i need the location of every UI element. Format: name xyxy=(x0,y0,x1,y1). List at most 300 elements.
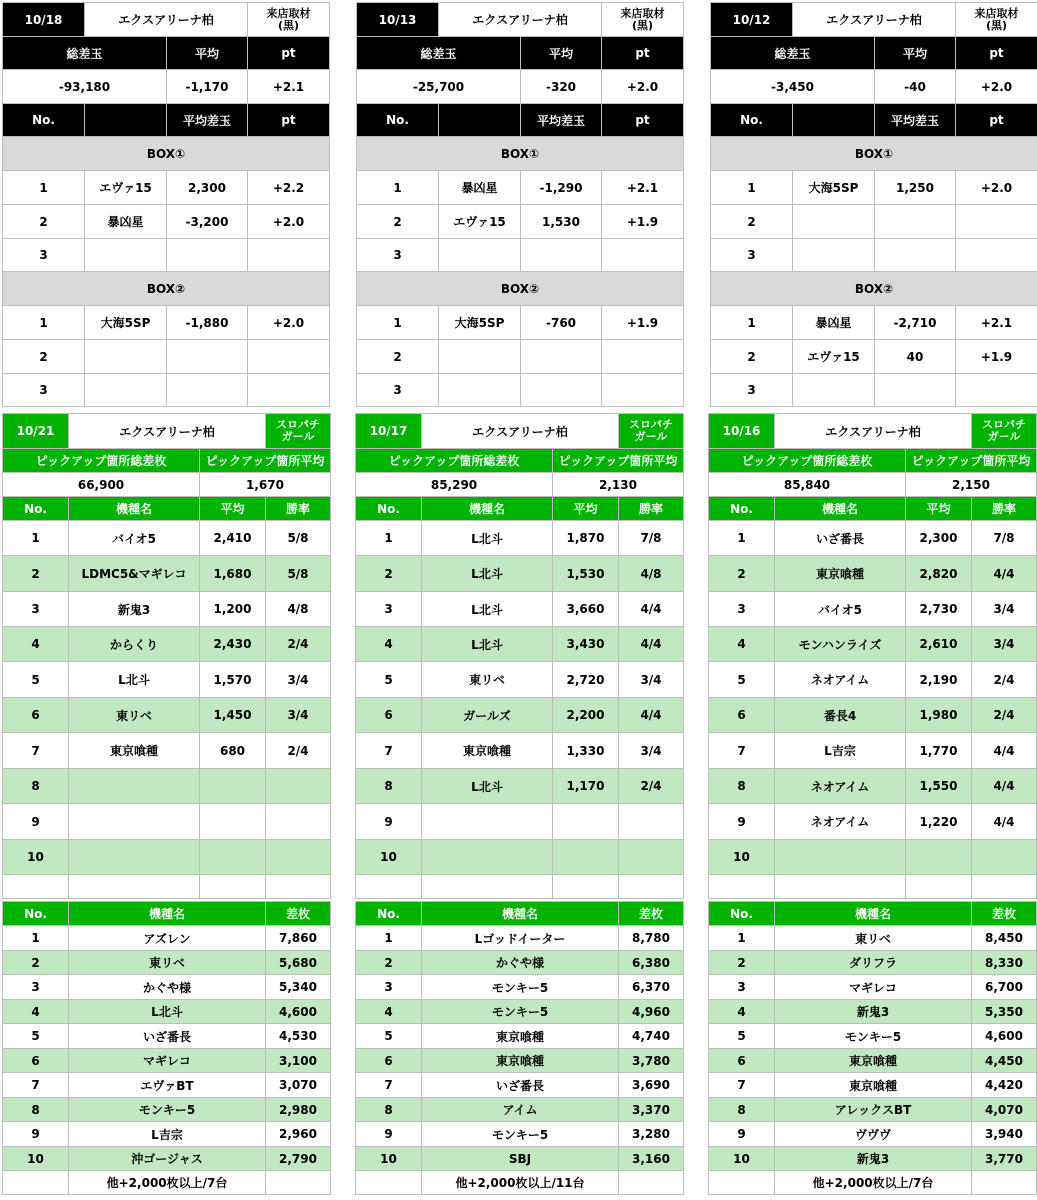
avg-diff-value xyxy=(167,374,248,407)
machine-name: L北斗 xyxy=(422,556,553,592)
panel-title-row xyxy=(3,3,330,37)
ranking-footer-row xyxy=(3,1171,331,1195)
pt-header: pt xyxy=(602,104,684,137)
pt-header: pt xyxy=(248,37,330,70)
summary-header-row xyxy=(711,37,1037,70)
pickup-average-header: ピックアップ箇所平均 xyxy=(906,449,1037,473)
box-header-row xyxy=(711,104,1037,137)
average-value xyxy=(553,804,619,840)
pickup-panel-3 xyxy=(708,413,1037,899)
pickup-total-value: 66,900 xyxy=(3,473,200,497)
table-row xyxy=(3,205,330,239)
top-panel-3 xyxy=(710,2,1037,407)
win-rate-value xyxy=(619,840,684,875)
machine-name: 東リベ xyxy=(422,662,553,698)
table-row xyxy=(356,926,684,951)
empty-cell xyxy=(3,875,69,899)
machine-name: L北斗 xyxy=(422,769,553,804)
diff-header: 差枚 xyxy=(266,902,331,926)
pt-header: pt xyxy=(956,37,1037,70)
pickup-header-row xyxy=(3,449,331,473)
ranking-footer-note: 他+2,000枚以上/11台 xyxy=(422,1171,619,1195)
table-row xyxy=(711,205,1037,239)
table-row xyxy=(709,733,1037,769)
row-number: 3 xyxy=(3,592,69,627)
machine-name: アレックスBT xyxy=(775,1098,972,1122)
win-rate-header: 勝率 xyxy=(266,497,331,521)
empty-cell xyxy=(709,875,775,899)
table-row xyxy=(3,171,330,205)
machine-name xyxy=(775,840,906,875)
row-number: 7 xyxy=(3,1073,69,1098)
diff-value: 3,370 xyxy=(619,1098,684,1122)
pickup-header-row xyxy=(356,449,684,473)
machine-name: L北斗 xyxy=(69,662,200,698)
machine-name: 暴凶星 xyxy=(439,171,521,205)
average-value: 1,870 xyxy=(553,521,619,556)
diff-value: 5,340 xyxy=(266,975,331,1000)
empty-cell xyxy=(709,1171,775,1195)
venue-name: エクスアリーナ柏 xyxy=(775,414,972,449)
pt-value: +2.1 xyxy=(602,171,684,205)
table-row xyxy=(709,1122,1037,1147)
summary-header-row xyxy=(3,37,330,70)
box-label-row xyxy=(711,137,1037,171)
row-number: 4 xyxy=(709,627,775,662)
pt-header: pt xyxy=(248,104,330,137)
diff-value: 6,700 xyxy=(972,975,1037,1000)
table-row xyxy=(356,556,684,592)
row-number: 3 xyxy=(709,592,775,627)
average-value xyxy=(200,840,266,875)
avg-diff-value: 1,530 xyxy=(521,205,602,239)
row-number: 9 xyxy=(709,804,775,840)
average-value: 1,220 xyxy=(906,804,972,840)
machine-name: L吉宗 xyxy=(69,1122,266,1147)
win-rate-value xyxy=(266,840,331,875)
table-row xyxy=(709,951,1037,975)
box-label-row xyxy=(357,137,684,171)
summary-value-row xyxy=(3,70,330,104)
table-row xyxy=(3,592,331,627)
top-panel-2 xyxy=(356,2,684,407)
box-label: BOX② xyxy=(711,272,1037,306)
spacer-row xyxy=(709,875,1037,899)
average-value: 1,770 xyxy=(906,733,972,769)
row-number: 1 xyxy=(357,306,439,340)
row-number: 8 xyxy=(356,769,422,804)
table-row xyxy=(709,769,1037,804)
table-row xyxy=(3,1049,331,1073)
table-row xyxy=(709,1098,1037,1122)
ranking-footer-row xyxy=(356,1171,684,1195)
win-rate-value xyxy=(972,840,1037,875)
average-value: 2,300 xyxy=(906,521,972,556)
empty-cell xyxy=(356,1171,422,1195)
no-header: No. xyxy=(357,104,439,137)
table-row xyxy=(711,374,1037,407)
table-row xyxy=(711,171,1037,205)
coverage-label: 来店取材 (黒) xyxy=(602,3,684,37)
no-header: No. xyxy=(709,497,775,521)
empty-cell xyxy=(619,875,684,899)
table-row xyxy=(356,662,684,698)
empty-cell xyxy=(3,1171,69,1195)
machine-name: L北斗 xyxy=(422,627,553,662)
machine-name: L北斗 xyxy=(422,521,553,556)
ranking-panel-2 xyxy=(355,901,684,1195)
table-row xyxy=(3,1024,331,1049)
machine-name: 東京喰種 xyxy=(422,733,553,769)
table-row xyxy=(356,1098,684,1122)
diff-value: 4,740 xyxy=(619,1024,684,1049)
diff-value: 3,100 xyxy=(266,1049,331,1073)
win-rate-value: 5/8 xyxy=(266,521,331,556)
date-label: 10/17 xyxy=(356,414,422,449)
table-row xyxy=(357,171,684,205)
win-rate-value: 3/4 xyxy=(266,662,331,698)
table-row xyxy=(709,1024,1037,1049)
average-header: 平均 xyxy=(200,497,266,521)
pickup-average-value: 1,670 xyxy=(200,473,331,497)
machine-name: アイム xyxy=(422,1098,619,1122)
machine-name: 沖ゴージャス xyxy=(69,1147,266,1171)
diff-value: 6,370 xyxy=(619,975,684,1000)
table-row xyxy=(709,521,1037,556)
pt-value xyxy=(248,239,330,272)
average-value: 1,200 xyxy=(200,592,266,627)
row-number: 3 xyxy=(356,975,422,1000)
machine-name-header: 機種名 xyxy=(775,902,972,926)
name-header xyxy=(439,104,521,137)
table-row xyxy=(709,662,1037,698)
machine-name-header: 機種名 xyxy=(422,902,619,926)
row-number: 5 xyxy=(709,1024,775,1049)
machine-name: 東京喰種 xyxy=(775,1073,972,1098)
row-number: 4 xyxy=(356,627,422,662)
machine-name-header: 機種名 xyxy=(775,497,906,521)
ranking-footer-row xyxy=(709,1171,1037,1195)
average-header: 平均 xyxy=(521,37,602,70)
avg-diff-header: 平均差玉 xyxy=(521,104,602,137)
row-number: 6 xyxy=(356,698,422,733)
row-number: 7 xyxy=(356,733,422,769)
machine-name xyxy=(422,840,553,875)
venue-name: エクスアリーナ柏 xyxy=(85,3,248,37)
table-row xyxy=(711,306,1037,340)
pickup-average-value: 2,130 xyxy=(553,473,684,497)
row-number: 10 xyxy=(709,840,775,875)
win-rate-value: 2/4 xyxy=(266,733,331,769)
row-number: 2 xyxy=(709,951,775,975)
row-number: 4 xyxy=(3,1000,69,1024)
row-number: 1 xyxy=(356,521,422,556)
pickup-panel-1 xyxy=(2,413,331,899)
machine-name: モンキー5 xyxy=(422,1000,619,1024)
venue-name: エクスアリーナ柏 xyxy=(439,3,602,37)
table-row xyxy=(3,521,331,556)
win-rate-value: 3/4 xyxy=(619,662,684,698)
summary-header-row xyxy=(357,37,684,70)
row-number: 2 xyxy=(711,340,793,374)
table-row xyxy=(709,975,1037,1000)
machine-name xyxy=(793,205,875,239)
row-number: 1 xyxy=(356,926,422,951)
pt-header: pt xyxy=(956,104,1037,137)
machine-name: 東リベ xyxy=(69,698,200,733)
machine-name: 東リベ xyxy=(775,926,972,951)
row-number: 3 xyxy=(3,374,85,407)
row-number: 10 xyxy=(356,1147,422,1171)
row-number: 9 xyxy=(709,1122,775,1147)
machine-name: ネオアイム xyxy=(775,769,906,804)
table-row xyxy=(3,374,330,407)
average-value: 1,330 xyxy=(553,733,619,769)
table-row xyxy=(711,239,1037,272)
row-number: 9 xyxy=(3,1122,69,1147)
empty-cell xyxy=(906,875,972,899)
row-number: 10 xyxy=(356,840,422,875)
table-row xyxy=(356,951,684,975)
machine-name: モンキー5 xyxy=(422,1122,619,1147)
machine-name: 新鬼3 xyxy=(775,1147,972,1171)
empty-cell xyxy=(69,875,200,899)
table-row xyxy=(356,698,684,733)
avg-diff-header: 平均差玉 xyxy=(875,104,956,137)
empty-cell xyxy=(422,875,553,899)
row-number: 8 xyxy=(3,769,69,804)
machine-name xyxy=(85,239,167,272)
row-number: 4 xyxy=(356,1000,422,1024)
diff-value: 5,350 xyxy=(972,1000,1037,1024)
row-number: 7 xyxy=(709,1073,775,1098)
machine-name: ダリフラ xyxy=(775,951,972,975)
row-number: 6 xyxy=(709,698,775,733)
row-number: 6 xyxy=(3,698,69,733)
machine-name-header: 機種名 xyxy=(69,497,200,521)
ranking-header-row xyxy=(3,902,331,926)
average-header: 平均 xyxy=(553,497,619,521)
total-diff-header: 総差玉 xyxy=(3,37,167,70)
machine-name: L北斗 xyxy=(69,1000,266,1024)
pt-value xyxy=(248,374,330,407)
pt-value: +2.0 xyxy=(956,70,1037,104)
top-panel-1 xyxy=(2,2,330,407)
table-row xyxy=(3,306,330,340)
table-row xyxy=(709,1000,1037,1024)
win-rate-value: 3/4 xyxy=(619,733,684,769)
avg-diff-value xyxy=(875,205,956,239)
win-rate-value: 3/4 xyxy=(972,627,1037,662)
diff-value: 2,960 xyxy=(266,1122,331,1147)
machine-name: L吉宗 xyxy=(775,733,906,769)
total-diff-header: 総差玉 xyxy=(711,37,875,70)
table-row xyxy=(3,1073,331,1098)
machine-name xyxy=(422,804,553,840)
date-label: 10/18 xyxy=(3,3,85,37)
avg-diff-value: -760 xyxy=(521,306,602,340)
average-header: 平均 xyxy=(167,37,248,70)
date-label: 10/21 xyxy=(3,414,69,449)
average-value: 2,610 xyxy=(906,627,972,662)
pt-value xyxy=(956,239,1037,272)
pickup-value-row xyxy=(3,473,331,497)
table-row xyxy=(3,556,331,592)
row-number: 9 xyxy=(356,804,422,840)
row-number: 3 xyxy=(3,975,69,1000)
machine-name: マギレコ xyxy=(69,1049,266,1073)
table-row xyxy=(3,698,331,733)
win-rate-header: 勝率 xyxy=(619,497,684,521)
diff-value: 3,280 xyxy=(619,1122,684,1147)
diff-value: 8,450 xyxy=(972,926,1037,951)
machine-name: エヴァ15 xyxy=(439,205,521,239)
table-row xyxy=(709,556,1037,592)
win-rate-value: 7/8 xyxy=(619,521,684,556)
machine-name xyxy=(69,804,200,840)
box-label: BOX① xyxy=(357,137,684,171)
row-number: 2 xyxy=(709,556,775,592)
coverage-label: スロパチ ガール xyxy=(619,414,684,449)
machine-name: 東京喰種 xyxy=(69,733,200,769)
coverage-label: スロパチ ガール xyxy=(972,414,1037,449)
table-row xyxy=(3,926,331,951)
venue-name: エクスアリーナ柏 xyxy=(69,414,266,449)
total-diff-value: -93,180 xyxy=(3,70,167,104)
row-number: 4 xyxy=(3,627,69,662)
pickup-header-row xyxy=(709,449,1037,473)
diff-value: 3,160 xyxy=(619,1147,684,1171)
machine-name: 東京喰種 xyxy=(422,1049,619,1073)
table-row xyxy=(3,804,331,840)
machine-name: 大海5SP xyxy=(85,306,167,340)
box-label: BOX② xyxy=(3,272,330,306)
diff-value: 8,780 xyxy=(619,926,684,951)
machine-name: 番長4 xyxy=(775,698,906,733)
no-header: No. xyxy=(3,497,69,521)
table-row xyxy=(356,627,684,662)
diff-value: 3,940 xyxy=(972,1122,1037,1147)
row-number: 8 xyxy=(3,1098,69,1122)
box-header-row xyxy=(357,104,684,137)
diff-value: 4,530 xyxy=(266,1024,331,1049)
avg-diff-value xyxy=(521,340,602,374)
diff-value: 5,680 xyxy=(266,951,331,975)
average-value: -1,170 xyxy=(167,70,248,104)
row-number: 1 xyxy=(3,521,69,556)
row-number: 5 xyxy=(356,662,422,698)
machine-name: ガールズ xyxy=(422,698,553,733)
venue-name: エクスアリーナ柏 xyxy=(793,3,956,37)
row-number: 1 xyxy=(711,171,793,205)
diff-value: 2,980 xyxy=(266,1098,331,1122)
table-row xyxy=(357,374,684,407)
win-rate-value: 4/4 xyxy=(972,556,1037,592)
win-rate-value xyxy=(266,769,331,804)
win-rate-value: 2/4 xyxy=(266,627,331,662)
pt-value xyxy=(956,374,1037,407)
machine-name: 東京喰種 xyxy=(422,1024,619,1049)
panel-title-row xyxy=(357,3,684,37)
pickup-average-value: 2,150 xyxy=(906,473,1037,497)
pickup-total-value: 85,290 xyxy=(356,473,553,497)
pt-value xyxy=(248,340,330,374)
pickup-total-header: ピックアップ箇所総差枚 xyxy=(709,449,906,473)
row-number: 6 xyxy=(709,1049,775,1073)
machine-name-header: 機種名 xyxy=(69,902,266,926)
avg-diff-value xyxy=(167,340,248,374)
row-number: 9 xyxy=(3,804,69,840)
machine-name: ヴヴヴ xyxy=(775,1122,972,1147)
pickup-total-header: ピックアップ箇所総差枚 xyxy=(356,449,553,473)
table-row xyxy=(3,951,331,975)
machine-name xyxy=(439,374,521,407)
row-number: 6 xyxy=(356,1049,422,1073)
win-rate-value: 4/4 xyxy=(619,627,684,662)
average-value: 2,720 xyxy=(553,662,619,698)
pt-value: +2.0 xyxy=(248,205,330,239)
table-row xyxy=(709,804,1037,840)
empty-cell xyxy=(775,875,906,899)
table-row xyxy=(356,840,684,875)
row-number: 3 xyxy=(357,239,439,272)
win-rate-value: 4/4 xyxy=(972,733,1037,769)
spacer-row xyxy=(356,875,684,899)
avg-diff-value: -3,200 xyxy=(167,205,248,239)
empty-cell xyxy=(619,1171,684,1195)
ranking-panel-1 xyxy=(2,901,331,1195)
win-rate-value: 2/4 xyxy=(972,662,1037,698)
row-number: 1 xyxy=(3,926,69,951)
pick-table-header-row xyxy=(709,497,1037,521)
machine-name: かぐや様 xyxy=(422,951,619,975)
average-value: -320 xyxy=(521,70,602,104)
pt-value: +2.0 xyxy=(602,70,684,104)
table-row xyxy=(3,1098,331,1122)
table-row xyxy=(3,239,330,272)
name-header xyxy=(793,104,875,137)
table-row xyxy=(356,769,684,804)
pick-table-header-row xyxy=(3,497,331,521)
machine-name: 東リベ xyxy=(69,951,266,975)
diff-value: 4,600 xyxy=(972,1024,1037,1049)
table-row xyxy=(356,1122,684,1147)
diff-value: 4,600 xyxy=(266,1000,331,1024)
table-row xyxy=(356,975,684,1000)
row-number: 10 xyxy=(3,1147,69,1171)
machine-name: L北斗 xyxy=(422,592,553,627)
pt-value xyxy=(602,340,684,374)
row-number: 1 xyxy=(709,926,775,951)
machine-name: モンキー5 xyxy=(422,975,619,1000)
pt-value: +1.9 xyxy=(956,340,1037,374)
machine-name: バイオ5 xyxy=(775,592,906,627)
diff-value: 4,420 xyxy=(972,1073,1037,1098)
machine-name xyxy=(85,374,167,407)
win-rate-value: 4/4 xyxy=(619,592,684,627)
panel-title-row xyxy=(356,414,684,449)
diff-value: 2,790 xyxy=(266,1147,331,1171)
average-header: 平均 xyxy=(875,37,956,70)
table-row xyxy=(709,627,1037,662)
machine-name: からくり xyxy=(69,627,200,662)
table-row xyxy=(709,698,1037,733)
box-label-row xyxy=(357,272,684,306)
row-number: 2 xyxy=(357,205,439,239)
no-header: No. xyxy=(3,902,69,926)
table-row xyxy=(3,340,330,374)
table-row xyxy=(3,769,331,804)
